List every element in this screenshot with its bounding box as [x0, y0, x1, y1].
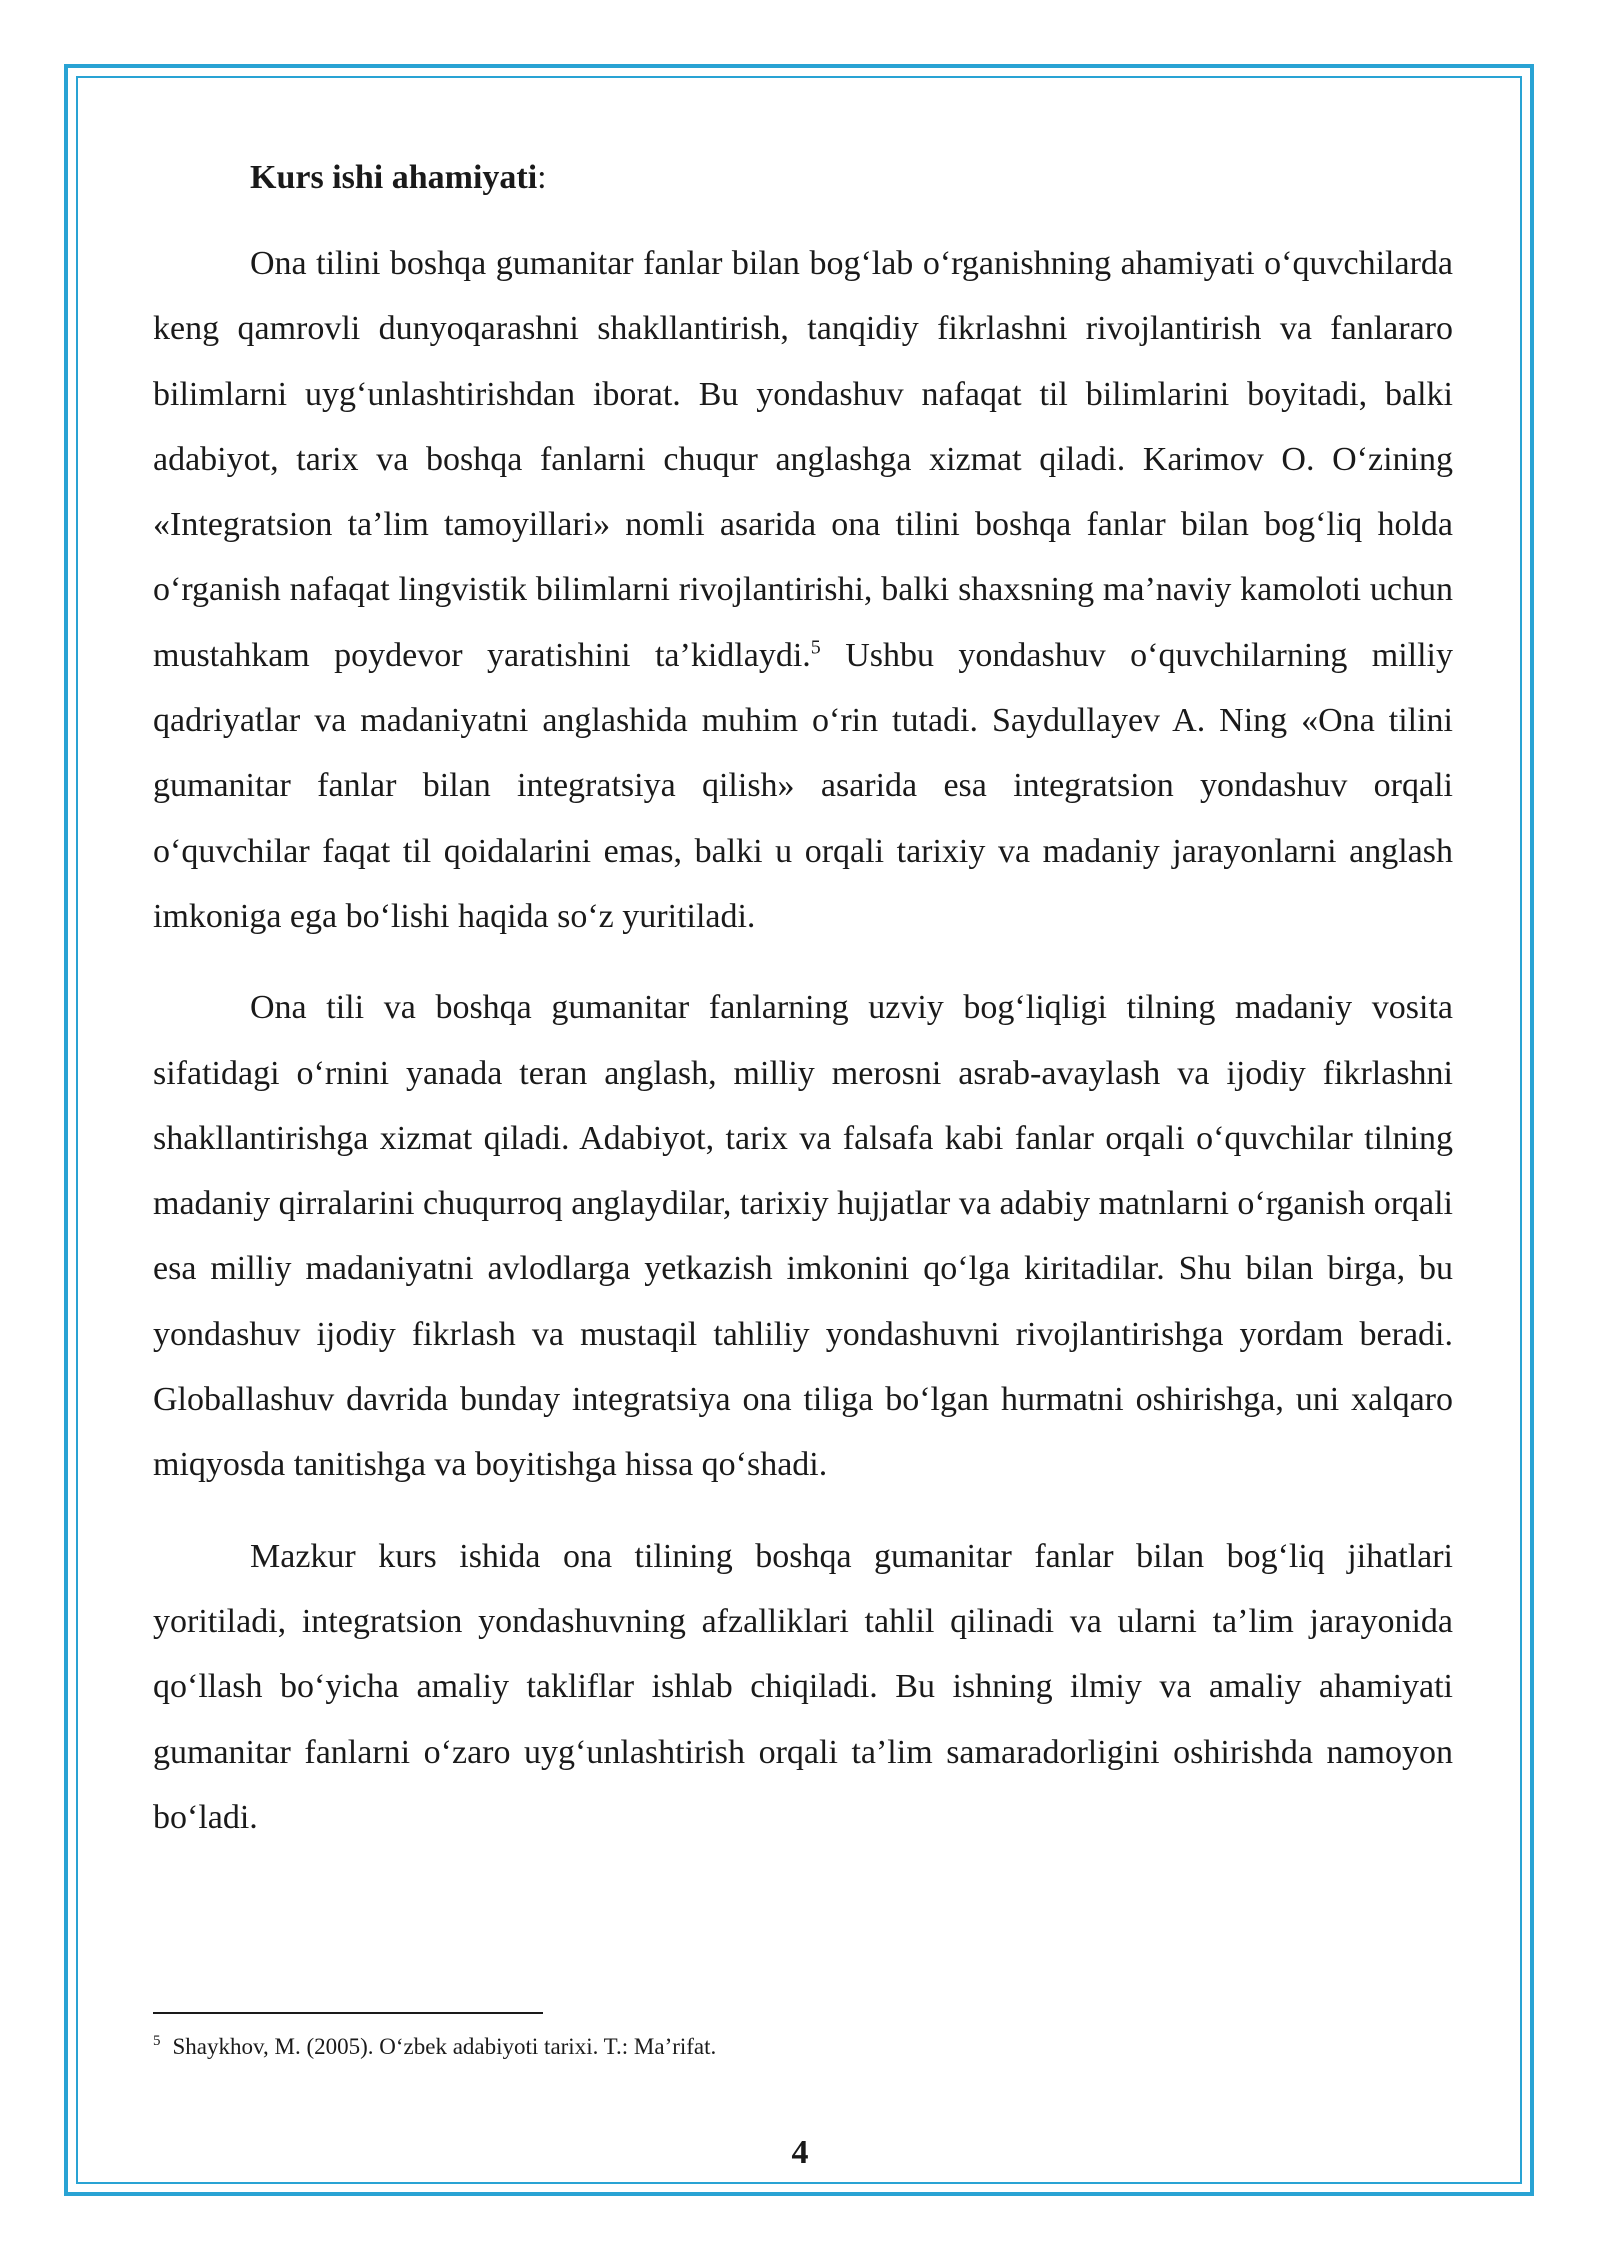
footnote-number: 5: [153, 2033, 161, 2050]
paragraph-3: Mazkur kurs ishida ona tilining boshqa gumanitar fanlar bilan bog‘liq jihatlari yoritiladi, integratsion yondashuvning afzalliklari tahlil qilinadi va ularni ta’lim jarayonida qo‘llash bo‘yicha amaliy takliflar ishlab chiqiladi. Bu ishning ilmiy va amaliy ahamiyati gumanitar fanlarni o‘zaro uyg‘unlashtirish orqali ta’lim samaradorligini oshirishda namoyon bo‘ladi.: [153, 1537, 1453, 1836]
footnote-reference: 5: [810, 636, 821, 659]
page-number: 4: [791, 2134, 809, 2171]
paragraph-1-text-end: Ushbu yondashuv o‘quvchilarning milliy qadriyatlar va madaniyatni anglashida muhim o‘rin tutadi. Saydullayev A. Ning «Ona tilini gumanitar fanlar bilan integratsiya qilish» asarida esa integratsion yondashuv orqali o‘quvchilar faqat til qoidalarini emas, balki u orqali tarixiy va madaniy jarayonlarni anglash imkoniga ega bo‘lishi haqida so‘z yuritiladi.: [153, 636, 1453, 935]
page-content: [153, 145, 1453, 1876]
paragraph-1: [153, 231, 1453, 949]
section-heading-colon: :: [537, 159, 547, 196]
section-heading: [153, 145, 1453, 211]
footnote-separator: [153, 2012, 543, 2014]
paragraph-2: Ona tili va boshqa gumanitar fanlarning uzviy bog‘liqligi tilning madaniy vosita sifatidagi o‘rnini yanada teran anglash, milliy merosni asrab-avaylash va ijodiy fikrlashni shakllantirishga xizmat qiladi. Adabiyot, tarix va falsafa kabi fanlar orqali o‘quvchilar tilning madaniy qirralarini chuqurroq anglaydilar, tarixiy hujjatlar va adabiy matnlarni o‘rganish orqali esa milliy madaniyatni avlodlarga yetkazish imkonini qo‘lga kiritadilar. Shu bilan birga, bu yondashuv ijodiy fikrlash va mustaqil tahliliy yondashuvni rivojlantirishga yordam beradi. Globallashuv davrida bunday integratsiya ona tiliga bo‘lgan hurmatni oshirishga, uni xalqaro miqyosda tanitishga va boyitishga hissa qo‘shadi.: [153, 989, 1453, 1484]
footnote: [153, 2030, 1453, 2064]
footnote-text: Shaykhov, M. (2005). O‘zbek adabiyoti tarixi. T.: Ma’rifat.: [172, 2034, 717, 2059]
paragraph-1-text-start: Ona tilini boshqa gumanitar fanlar bilan bog‘lab o‘rganishning ahamiyati o‘quvchilarda keng qamrovli dunyoqarashni shakllantirish, tanqidiy fikrlashni rivojlantirish va fanlararo bilimlarni uyg‘unlashtirishdan iborat. Bu yondashuv nafaqat til bilimlarini boyitadi, balki adabiyot, tarix va boshqa fanlarni chuqur anglashga xizmat qiladi. Karimov O. O‘zining «Integratsion ta’lim tamoyillari» nomli asarida ona tilini boshqa fanlar bilan bog‘liq holda o‘rganish nafaqat lingvistik bilimlarni rivojlantirishi, balki shaxsning ma’naviy kamoloti uchun mustahkam poydevor yaratishini ta’kidlaydi.: [153, 245, 1453, 674]
section-heading-title: Kurs ishi ahamiyati: [250, 159, 538, 196]
